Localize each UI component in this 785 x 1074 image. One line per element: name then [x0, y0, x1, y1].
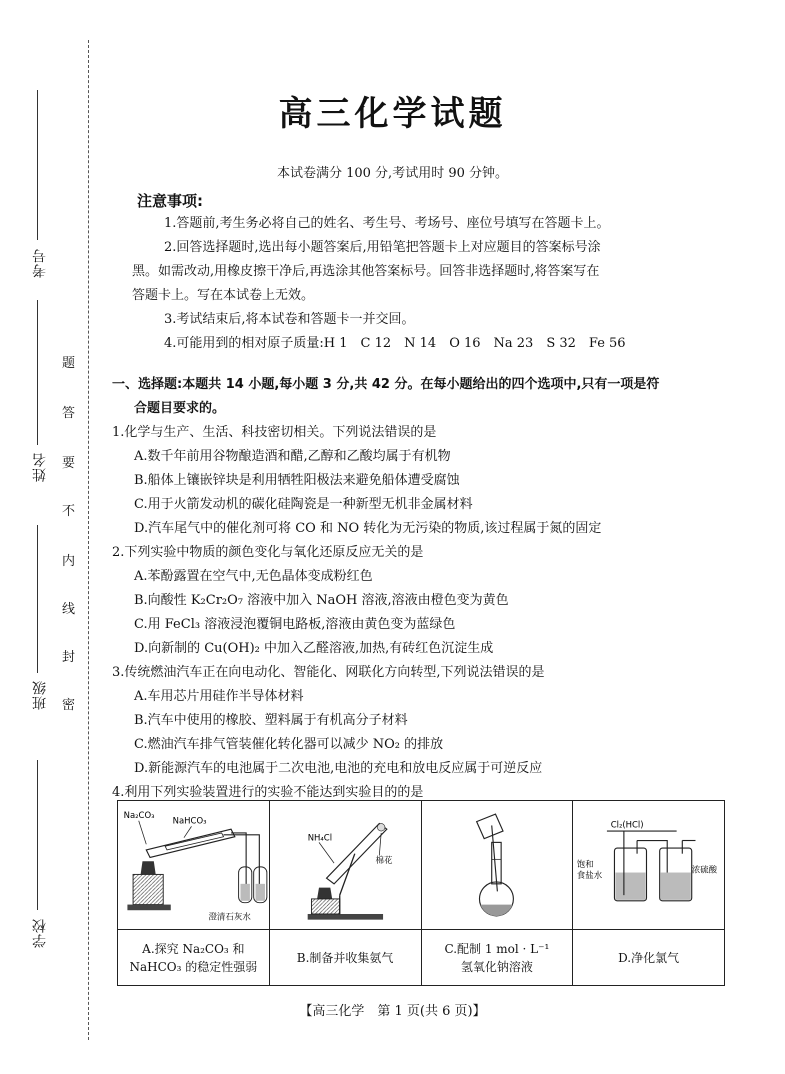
- question-stem: 3.传统燃油汽车正在向电动化、智能化、网联化方向转型,下列说法错误的是: [112, 665, 545, 680]
- question-option: B.汽车中使用的橡胶、塑料属于有机高分子材料: [134, 713, 408, 728]
- diagram-label: 饱和: [577, 858, 594, 869]
- caption-line: 氢氧化钠溶液: [460, 960, 533, 974]
- seal-char: 题: [62, 356, 76, 371]
- seal-char: 不: [62, 504, 76, 519]
- question-option: C.用于火箭发动机的碳化硅陶瓷是一种新型无机非金属材料: [134, 497, 473, 512]
- exam-no-label: 考号: [32, 248, 48, 278]
- apparatus-a: [118, 801, 270, 985]
- diagram-label: 食盐水: [577, 870, 603, 881]
- page-title: 高三化学试题: [278, 94, 507, 134]
- caption-line: NaHCO₃ 的稳定性强弱: [129, 960, 258, 974]
- notice-line: 黑。如需改动,用橡皮擦干净后,再选涂其他答案标号。回答非选择题时,将答案写在: [132, 264, 600, 279]
- seal-char: 内: [62, 554, 76, 569]
- question-stem: 4.利用下列实验装置进行的实验不能达到实验目的的是: [112, 785, 424, 800]
- notice-block: [112, 212, 692, 356]
- question-option: A.车用芯片用硅作半导体材料: [134, 689, 304, 704]
- question-option: B.船体上镶嵌锌块是利用牺牲阳极法来避免船体遭受腐蚀: [134, 473, 460, 488]
- apparatus-table: [117, 800, 725, 986]
- exam-info: 本试卷满分 100 分,考试用时 90 分钟。: [276, 166, 509, 181]
- name-line: [37, 300, 38, 445]
- seal-char: 线: [62, 602, 76, 617]
- caption-c: [422, 929, 573, 986]
- diagram-label: 浓硫酸: [691, 864, 718, 875]
- section-1: [112, 373, 752, 805]
- apparatus-c: [422, 801, 574, 985]
- binding-dashed-line: [88, 40, 89, 1040]
- page-footer: 【高三化学 第 1 页(共 6 页)】: [299, 1004, 486, 1019]
- question-option: B.向酸性 K₂Cr₂O₇ 溶液中加入 NaOH 溶液,溶液由橙色变为黄色: [134, 593, 509, 608]
- seal-char: 答: [62, 406, 76, 421]
- section-heading: 合题目要求的。: [134, 401, 226, 416]
- question-option: D.新能源汽车的电池属于二次电池,电池的充电和放电反应属于可逆反应: [134, 761, 543, 776]
- school-label: 学校: [32, 918, 48, 948]
- seal-char: 要: [62, 456, 76, 471]
- seal-char: 密: [62, 698, 76, 713]
- notice-line: 1.答题前,考生务必将自己的姓名、考生号、考场号、座位号填写在答题卡上。: [164, 216, 610, 231]
- apparatus-d: [573, 801, 724, 985]
- notice-line: 2.回答选择题时,选出每小题答案后,用铅笔把答题卡上对应题目的答案标号涂: [164, 240, 601, 255]
- diagram-label: Cl₂(HCl): [610, 819, 644, 830]
- question-option: A.苯酚露置在空气中,无色晶体变成粉红色: [134, 569, 373, 584]
- diagram-label: NH₄Cl: [307, 832, 332, 843]
- question-stem: 2.下列实验中物质的颜色变化与氧化还原反应无关的是: [112, 545, 424, 560]
- caption-a: [118, 929, 269, 986]
- class-label: 班级: [32, 680, 48, 710]
- carbonate-decomposition-diagram: [118, 801, 269, 929]
- caption-d: [573, 929, 724, 986]
- question-option: A.数千年前用谷物酿造酒和醋,乙醇和乙酸均属于有机物: [134, 449, 451, 464]
- question-option: C.燃油汽车排气管装催化转化器可以减少 NO₂ 的排放: [134, 737, 444, 752]
- caption-line: C.配制 1 mol · L⁻¹: [444, 942, 550, 956]
- ammonia-prep-diagram: [270, 801, 421, 929]
- caption-line: A.探究 Na₂CO₃ 和: [142, 942, 245, 956]
- question-option: D.汽车尾气中的催化剂可将 CO 和 NO 转化为无污染的物质,该过程属于氮的固定: [134, 521, 602, 536]
- school-line: [37, 760, 38, 910]
- caption-line: D.净化氯气: [618, 951, 680, 965]
- question-option: C.用 FeCl₃ 溶液浸泡覆铜电路板,溶液由黄色变为蓝绿色: [134, 617, 456, 632]
- class-line: [37, 525, 38, 673]
- diagram-label: Na₂CO₃: [123, 809, 155, 820]
- notice-heading: 注意事项:: [137, 192, 203, 210]
- question-stem: 1.化学与生产、生活、科技密切相关。下列说法错误的是: [112, 425, 437, 440]
- name-label: 姓名: [32, 452, 48, 482]
- diagram-label: NaHCO₃: [172, 815, 207, 826]
- question-option: D.向新制的 Cu(OH)₂ 中加入乙醛溶液,加热,有砖红色沉淀生成: [134, 641, 494, 656]
- notice-line: 3.考试结束后,将本试卷和答题卡一并交回。: [164, 312, 415, 327]
- section-heading: 一、选择题:本题共 14 小题,每小题 3 分,共 42 分。在每小题给出的四个选项中,只有一项是符: [112, 377, 660, 392]
- volumetric-flask-diagram: [422, 801, 573, 929]
- caption-b: [270, 929, 421, 986]
- notice-line: 4.可能用到的相对原子质量:H 1 C 12 N 14 O 16 Na 23 S 32 Fe 56: [164, 336, 626, 351]
- notice-line: 答题卡上。写在本试卷上无效。: [132, 288, 315, 303]
- apparatus-b: [270, 801, 422, 985]
- gas-washing-diagram: [573, 801, 724, 929]
- caption-line: B.制备并收集氨气: [296, 951, 394, 965]
- diagram-label: 棉花: [375, 855, 393, 866]
- seal-char: 封: [62, 650, 76, 665]
- diagram-label: 澄清石灰水: [208, 911, 251, 922]
